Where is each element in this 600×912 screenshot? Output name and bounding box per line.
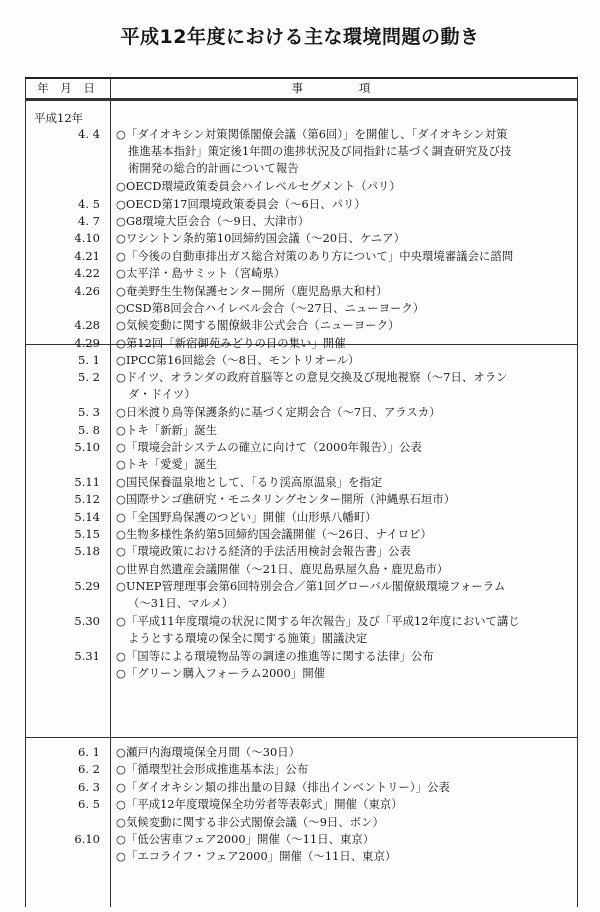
event-text-line: ○IPCC第16回総会（〜8日、モントリオール）: [116, 354, 360, 367]
event-text-line: （〜31日、マルメ）: [128, 597, 234, 611]
event-date: 5. 3: [78, 405, 100, 420]
event-date: 4. 5: [78, 196, 100, 211]
event-description: [116, 369, 576, 403]
event-text-line: ○「平成11年度環境の状況に関する年次報告」及び「平成12年度において講じ: [116, 615, 520, 628]
event-description: [116, 178, 576, 195]
event-description: [116, 526, 576, 543]
event-text-line: ようとする環境の保全に関する施策」閣議決定: [128, 632, 368, 645]
event-date: 4.22: [74, 266, 100, 281]
event-description: [116, 561, 576, 578]
event-date: 6. 1: [78, 745, 100, 759]
column-divider: [110, 77, 111, 907]
event-text-line: ○国際サンゴ礁研究・モニタリングセンター開所（沖縄県石垣市）: [116, 493, 456, 507]
event-date: 5.30: [74, 614, 100, 628]
event-text-line: ○「グリーン購入フォーラム2000」開催: [116, 667, 326, 681]
event-text-line: ○気候変動に関する閣僚級非公式会合（ニューヨーク）: [116, 319, 400, 333]
event-date: 4.21: [74, 248, 100, 263]
header-date: 年 月 日: [37, 81, 99, 95]
event-description: [116, 352, 576, 369]
event-text-line: ○「低公害車フェア2000」開催（〜11日、東京）: [116, 833, 375, 846]
event-description: [116, 317, 576, 334]
event-date: 4. 4: [78, 127, 100, 141]
event-description: [116, 300, 576, 317]
event-description: [116, 779, 576, 796]
event-text-line: 術開発の総合的計画について報告: [128, 162, 299, 175]
event-text-line: ○ドイツ、オランダの政府首脳等との意見交換及び現地視察（〜7日、オラン: [116, 371, 508, 385]
event-text-line: ○トキ「愛愛」誕生: [116, 458, 218, 472]
event-text-line: ダ・ドイツ）: [128, 388, 196, 402]
event-date: 5. 2: [78, 370, 100, 385]
event-date: 5.18: [74, 544, 100, 559]
event-text-line: ○瀬戸内海環境保全月間（〜30日）: [116, 746, 301, 759]
event-text-line: ○「全国野鳥保護のつどい」開催（山形県八幡町）: [116, 510, 377, 524]
event-text-line: ○トキ「新新」誕生: [116, 423, 218, 437]
event-description: [116, 814, 576, 831]
event-text-line: ○日米渡り鳥等保護条約に基づく定期会合（〜7日、アラスカ）: [116, 406, 441, 420]
event-description: [116, 213, 576, 230]
event-date: 5.15: [74, 527, 100, 541]
event-date: 5.10: [74, 440, 100, 454]
event-description: [116, 439, 576, 456]
event-description: [116, 578, 576, 612]
event-text-line: ○OECD第17回環境政策委員会（〜6日、パリ）: [116, 197, 366, 211]
event-text-line: ○生物多様性条約第5回締約国会議開催（〜26日、ナイロビ）: [116, 528, 432, 541]
event-description: [116, 543, 576, 560]
event-description: [116, 283, 576, 300]
event-description: [116, 456, 576, 473]
era-label: 平成12年: [34, 111, 84, 125]
event-description: [116, 509, 576, 526]
event-date: 4.29: [74, 335, 100, 350]
event-text-line: ○「国等による環境物品等の調達の推進等に関する法律」公布: [116, 649, 434, 663]
event-text-line: ○奄美野生生物保護センター開所（鹿児島県大和村）: [116, 284, 388, 298]
event-text-line: ○第12回「新宿御苑みどりの日の集い」開催: [116, 336, 346, 350]
event-description: [116, 796, 576, 813]
event-description: [116, 126, 576, 177]
event-description: [116, 474, 576, 491]
event-description: [116, 761, 576, 778]
event-text-line: ○国民保養温泉地として、「るり渓高原温泉」を指定: [116, 475, 383, 489]
event-description: [116, 648, 576, 665]
header-item: 事 項: [291, 81, 397, 95]
event-description: [116, 248, 576, 265]
event-text-line: ○「環境会計システムの確立に向けて（2000年報告）」公表: [116, 441, 422, 454]
event-text-line: ○UNEP管理理事会第6回特別会合／第1回グローバル閣僚級環境フォーラム: [116, 580, 506, 594]
event-text-line: ○「環境政策における経済的手法活用検討会報告書」公表: [116, 545, 411, 559]
event-date: 5.31: [74, 648, 100, 663]
event-text-line: ○G8環境大臣会合（〜9日、大津市）: [116, 215, 310, 228]
event-text-line: ○CSD第8回会合ハイレベル会合（〜27日、ニューヨーク）: [116, 302, 425, 315]
event-date: 6. 5: [78, 797, 100, 812]
event-description: [116, 196, 576, 213]
event-text-line: ○「ダイオキシン類の排出量の目録（排出インベントリー）」公表: [116, 780, 450, 794]
event-date: 5. 8: [78, 422, 100, 437]
event-text-line: ○「循環型社会形成推進基本法」公布: [116, 763, 309, 777]
event-text-line: ○「今後の自動車排出ガス総合対策のあり方について」中央環境審議会に諮問: [116, 249, 514, 263]
event-text-line: ○気候変動に関する非公式閣僚会議（〜9日、ボン）: [116, 815, 384, 829]
event-description: [116, 491, 576, 508]
header-rule: [25, 98, 578, 101]
event-date: 6.10: [74, 832, 100, 846]
event-date: 4.26: [74, 283, 100, 298]
event-text-line: ○太平洋・島サミット（宮崎県）: [116, 267, 286, 281]
event-date: 5.14: [74, 509, 100, 524]
event-text-line: ○「平成12年度環境保全功労者等表彰式」開催（東京）: [116, 798, 403, 812]
event-date: 6. 3: [78, 779, 100, 794]
event-date: 5.12: [74, 492, 100, 507]
event-text-line: ○OECD環境政策委員会ハイレベルセグメント（パリ）: [116, 180, 401, 194]
month-divider: [25, 737, 578, 738]
page-title: 平成12年度における主な環境問題の動き: [120, 26, 480, 48]
event-description: [116, 831, 576, 848]
event-date: 5.29: [74, 579, 100, 594]
event-date: 4.10: [74, 231, 100, 246]
event-date: 4.28: [74, 318, 100, 333]
event-text-line: ○「エコライフ・フェア2000」開催（〜11日、東京）: [116, 850, 397, 864]
event-description: [116, 335, 576, 352]
event-text-line: ○世界自然遺産会議開催（〜21日、鹿児島県屋久島・鹿児島市）: [116, 562, 449, 576]
event-date: 5. 1: [78, 353, 100, 367]
event-text-line: 推進基本指針」策定後1年間の進捗状況及び同指針に基づく調査研究及び技: [128, 145, 512, 158]
event-date: 6. 2: [78, 762, 100, 777]
event-description: [116, 422, 576, 439]
event-description: [116, 265, 576, 282]
event-text-line: ○「ダイオキシン対策関係閣僚会議（第6回）」を開催し、「ダイオキシン対策: [116, 128, 508, 141]
event-date: 5.11: [74, 474, 100, 489]
event-text-line: ○ワシントン条約第10回締約国会議（〜20日、ケニア）: [116, 232, 406, 246]
event-description: [116, 230, 576, 247]
event-date: 4. 7: [78, 214, 100, 228]
event-description: [116, 613, 576, 647]
event-description: [116, 404, 576, 421]
event-description: [116, 848, 576, 865]
event-description: [116, 665, 576, 682]
event-description: [116, 744, 576, 761]
